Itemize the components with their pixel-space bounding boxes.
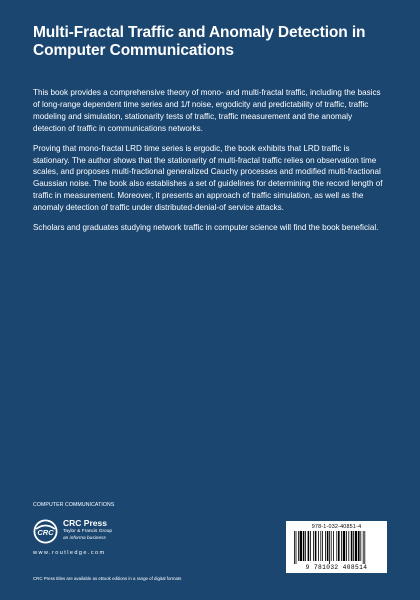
isbn-barcode [286, 521, 387, 573]
barcode-bar [363, 531, 364, 564]
description-paragraph: This book provides a comprehensive theory of mono- and multi-fractal traffic, including the basics of long-range dependent time series and 1/f noise, ergodicity and predictability of traffic, traffic modeling and simulation, stationarity tests of traffic, traffic measurement and the anomaly detection of traffic in communications networks. [33, 88, 381, 133]
barcode-bar [358, 531, 360, 561]
barcode-bar [348, 531, 349, 561]
barcode-bar [341, 531, 342, 561]
ebook-note: CRC Press titles are available as eBook editions in a range of digital formats [33, 576, 182, 581]
barcode-bar [343, 531, 345, 561]
publisher-name: CRC Press [63, 518, 107, 528]
barcode-bar [325, 531, 326, 561]
barcode-bar [333, 531, 334, 561]
logo-text: CRC [37, 528, 54, 537]
barcode-bars [294, 531, 379, 564]
barcode-bar [313, 531, 314, 561]
barcode-bar [296, 531, 297, 564]
barcode-bar [364, 531, 365, 564]
barcode-bar [329, 531, 330, 564]
barcode-bar [360, 531, 361, 561]
barcode-bar [305, 531, 306, 561]
barcode-bar [355, 531, 357, 561]
barcode-bar [336, 531, 337, 561]
book-title: Multi-Fractal Traffic and Anomaly Detection in Computer Communications [33, 24, 366, 59]
barcode-bar [320, 531, 321, 561]
barcode-bar [338, 531, 340, 561]
publisher-url[interactable]: www.routledge.com [33, 550, 106, 556]
barcode-bar [351, 531, 353, 561]
isbn-number: 978-1-032-40851-4 [311, 524, 362, 530]
barcode-bar [300, 531, 302, 561]
barcode-digits: 9 781032 408514 [305, 564, 368, 571]
barcode-bar [327, 531, 329, 561]
barcode-bar [322, 531, 323, 561]
barcode-bar [318, 531, 319, 561]
barcode-bar [294, 531, 295, 564]
publisher-logo [33, 515, 153, 561]
barcode-bar [315, 531, 317, 561]
series-name: COMPUTER COMMUNICATIONS [33, 502, 115, 508]
publisher-business: an informa business [63, 536, 106, 541]
publisher-group: Taylor & Francis Group [63, 529, 113, 534]
book-description [33, 87, 387, 242]
description-paragraph: Proving that mono-fractal LRD time series is ergodic, the book exhibits that LRD traffic is stationary. The author shows that the stationarity of multi-fractal traffic relies on observation time scales, and proposes multi-fractional generalized Cauchy processes and modified multi-fractional Gaussian noise. The book also establishes a set of guidelines for determining the record length of traffic in measurement. Moreover, it presents an approach of traffic simulation, as well as the anomaly detection of traffic under distributed-denial-of service attacks. [33, 143, 383, 213]
barcode-bar [298, 531, 299, 561]
barcode-bar [353, 531, 354, 561]
barcode-bar [310, 531, 311, 561]
description-paragraph: Scholars and graduates studying network traffic in computer science will find the book beneficial. [33, 223, 379, 233]
crc-logo-icon [33, 519, 58, 544]
barcode-bar [346, 531, 347, 561]
barcode-bar [308, 531, 310, 561]
barcode-bar [331, 531, 332, 561]
barcode-bar [303, 531, 305, 561]
